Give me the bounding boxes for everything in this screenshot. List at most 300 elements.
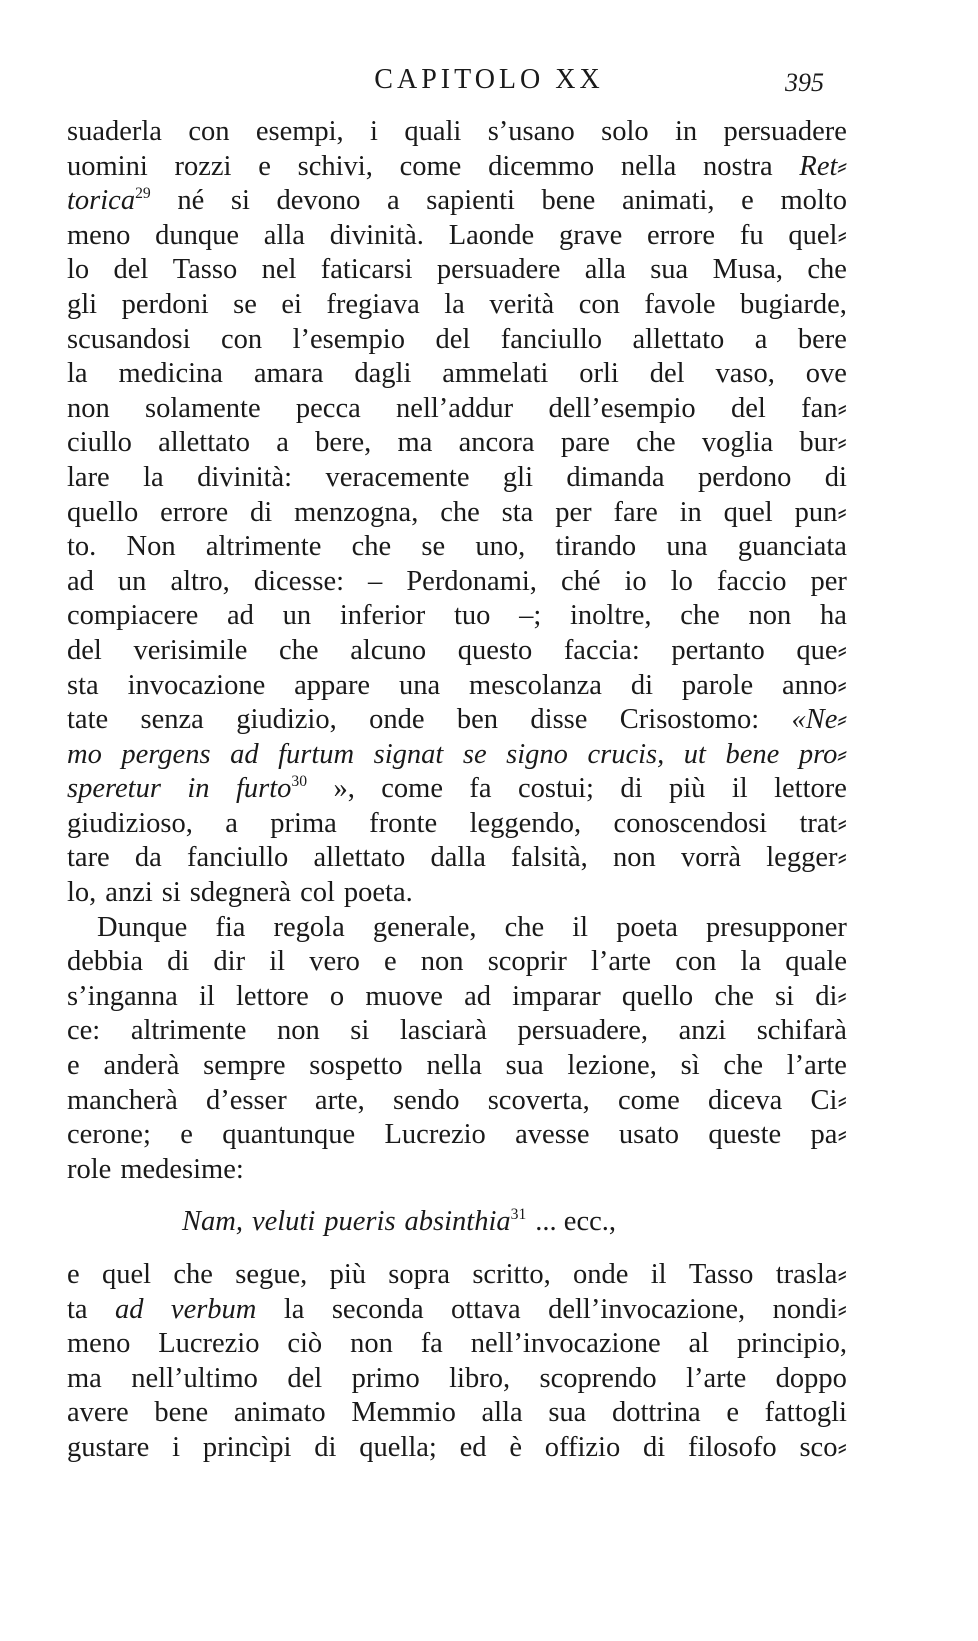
- word: la: [283, 1293, 305, 1325]
- word: meno: [67, 1328, 131, 1360]
- word: scusandosi: [67, 323, 191, 355]
- word: faccio: [716, 565, 787, 597]
- word: perdono: [697, 461, 792, 493]
- word: principio,: [736, 1328, 847, 1360]
- text-line: [67, 1118, 847, 1153]
- word: speretur: [67, 773, 161, 805]
- word: leggendo,: [469, 807, 582, 839]
- word: la: [143, 461, 164, 493]
- word: imparar: [512, 980, 601, 1012]
- word: tare: [67, 842, 110, 874]
- word: Nam,: [182, 1206, 243, 1238]
- word: e: [384, 946, 397, 978]
- word: to.: [67, 531, 97, 563]
- word: nell’invocazione: [470, 1328, 661, 1360]
- text-line: [67, 738, 847, 773]
- word: ad: [230, 738, 259, 770]
- word: grave: [558, 219, 623, 251]
- word: o: [329, 980, 345, 1012]
- word: a: [754, 323, 768, 355]
- text-line: [67, 1084, 847, 1119]
- word: lo: [670, 565, 693, 597]
- word: allettato: [632, 323, 725, 355]
- text-line: [67, 980, 847, 1015]
- word: ut: [683, 738, 706, 770]
- word: che: [714, 980, 754, 1012]
- word: l’arte: [786, 1050, 847, 1082]
- text-line: [67, 599, 847, 634]
- word-with-note: [67, 184, 151, 219]
- word: di: [620, 773, 643, 805]
- word: non: [350, 1328, 393, 1360]
- word: Lucrezio: [158, 1328, 260, 1360]
- word: io: [624, 565, 647, 597]
- word: in: [679, 496, 702, 528]
- word: esempi,: [255, 116, 344, 147]
- word: seconda: [331, 1293, 424, 1325]
- text-line: [67, 1327, 847, 1362]
- word: ad: [464, 980, 491, 1012]
- text-line: [67, 426, 847, 461]
- text-line: [67, 219, 847, 254]
- text-line: [67, 669, 847, 704]
- word: prima: [270, 807, 337, 839]
- word: pergens: [121, 738, 211, 770]
- word: rozzi: [174, 150, 232, 182]
- body-text: [67, 115, 847, 1466]
- word-with-note: [236, 772, 307, 807]
- word: «Ne⸗: [791, 704, 847, 736]
- word: a: [387, 185, 400, 217]
- word: nella: [426, 1050, 482, 1082]
- word: Ret⸗: [799, 150, 847, 182]
- word: anno⸗: [782, 669, 847, 701]
- text-line: [67, 703, 847, 738]
- word: segue,: [235, 1259, 308, 1290]
- word: ad: [115, 1293, 144, 1325]
- word: poeta.: [343, 877, 413, 909]
- word: col: [300, 877, 335, 909]
- word: verbum: [170, 1293, 257, 1325]
- word: se: [462, 738, 487, 770]
- word: Dunque: [97, 911, 188, 943]
- word: non: [420, 946, 464, 978]
- word: pueris: [324, 1206, 396, 1238]
- word: lettore: [235, 980, 309, 1012]
- word: a: [225, 807, 238, 839]
- word: che: [504, 911, 545, 943]
- word: errore: [647, 219, 716, 251]
- word: invocazione: [127, 669, 266, 701]
- word: sì: [680, 1050, 700, 1082]
- word: compiacere: [67, 600, 199, 632]
- word: uno,: [475, 531, 526, 563]
- word: quantunque: [222, 1119, 356, 1151]
- word: sapienti: [426, 185, 515, 217]
- word: di⸗: [815, 980, 847, 1012]
- word: di: [167, 946, 190, 978]
- word: signo: [506, 738, 568, 770]
- word: dottrina: [612, 1397, 701, 1429]
- text-line: [67, 1014, 847, 1049]
- footnote-ref: 31: [510, 1206, 527, 1224]
- word: per: [810, 565, 847, 597]
- word: Tasso: [688, 1259, 754, 1290]
- word: ma: [397, 427, 433, 459]
- text-line: [67, 1049, 847, 1084]
- word: que⸗: [796, 634, 847, 666]
- word: cerone;: [67, 1119, 151, 1151]
- text-line: [67, 634, 847, 669]
- word: Memmio: [351, 1397, 456, 1429]
- word: medicina: [118, 358, 223, 390]
- word: che: [173, 1259, 213, 1290]
- word: animato: [233, 1397, 326, 1429]
- word: non: [67, 392, 110, 424]
- word: mo: [67, 738, 102, 770]
- word: appare: [294, 669, 371, 701]
- word: tirando: [555, 531, 637, 563]
- word: con: [675, 946, 717, 978]
- word: dicesse:: [253, 565, 345, 597]
- word: role: [67, 1153, 112, 1185]
- word: al: [688, 1328, 710, 1360]
- word: del: [435, 323, 471, 355]
- word: divinità.: [329, 219, 424, 251]
- word: nella: [620, 150, 677, 182]
- word: alla: [584, 254, 626, 286]
- word: trat⸗: [799, 807, 847, 839]
- word: regola: [273, 911, 345, 943]
- word: alcuno: [350, 634, 427, 666]
- word: scoprir: [487, 946, 567, 978]
- word: il: [650, 1259, 667, 1290]
- text-line: [67, 1431, 847, 1466]
- word: di: [250, 496, 273, 528]
- word: del: [113, 254, 149, 286]
- word: debbia: [67, 946, 143, 978]
- text-line: [67, 150, 847, 185]
- word: alla: [481, 1397, 523, 1429]
- word: un: [117, 565, 147, 597]
- text-line: [67, 807, 847, 842]
- word: d’esser: [205, 1084, 287, 1116]
- word: giudizio,: [236, 704, 337, 736]
- word: ha: [819, 600, 847, 632]
- word: persuadere,: [517, 1015, 649, 1047]
- word: filosofo: [687, 1431, 777, 1463]
- word: un: [282, 600, 312, 632]
- word: Tasso: [172, 254, 238, 286]
- word: lettore: [774, 773, 847, 805]
- word: dalla: [430, 842, 486, 874]
- word: nondi⸗: [772, 1293, 847, 1325]
- word: devono: [276, 185, 361, 217]
- word: avesse: [515, 1119, 590, 1151]
- word: schifarà: [756, 1015, 847, 1047]
- word: ottava: [451, 1293, 521, 1325]
- word: a: [276, 427, 289, 459]
- word: Perdonami,: [406, 565, 537, 597]
- word: ce:: [67, 1015, 101, 1047]
- word: conoscendosi: [613, 807, 768, 839]
- word: fanciullo: [500, 323, 603, 355]
- word: ma: [67, 1362, 102, 1394]
- word: la: [444, 288, 465, 320]
- word: non: [748, 600, 792, 632]
- word: queste: [708, 1119, 782, 1151]
- word: con: [188, 116, 230, 147]
- word: sua: [650, 254, 689, 286]
- word: allettato: [313, 842, 406, 874]
- word: nel: [261, 254, 297, 286]
- word: ancora: [458, 427, 535, 459]
- word: vorrà: [680, 842, 742, 874]
- word: di: [824, 461, 847, 493]
- word: Lucrezio: [384, 1119, 486, 1151]
- word: che: [440, 496, 480, 528]
- text-line: [67, 288, 847, 323]
- word: nell’addur: [396, 392, 514, 424]
- word: menzogna,: [294, 496, 419, 528]
- word: in: [187, 773, 210, 805]
- word: fronte: [369, 807, 438, 839]
- word: ammelati: [442, 358, 549, 390]
- text-line: [67, 184, 847, 219]
- word: dicemmo: [488, 150, 595, 182]
- word: altrimente: [205, 531, 322, 563]
- word: veluti: [251, 1206, 316, 1238]
- word: dell’invocazione,: [548, 1293, 746, 1325]
- word: altrimente: [130, 1015, 247, 1047]
- word: animati,: [621, 185, 715, 217]
- word: del: [730, 392, 766, 424]
- word: ciullo: [67, 427, 132, 459]
- word: »,: [333, 773, 355, 805]
- word: s’usano: [487, 116, 575, 147]
- word: voglia: [701, 427, 774, 459]
- word: quali: [404, 116, 462, 147]
- word: sempre: [203, 1050, 286, 1082]
- word: di: [643, 1431, 666, 1463]
- word: princìpi: [202, 1431, 292, 1463]
- word: bene: [154, 1397, 209, 1429]
- word: schivi,: [297, 150, 373, 182]
- word: del: [67, 634, 102, 666]
- word: e: [741, 185, 754, 217]
- word: il: [731, 773, 748, 805]
- word: quello: [67, 496, 139, 528]
- word: gli: [67, 288, 98, 320]
- text-line: [67, 392, 847, 427]
- word: offizio: [544, 1431, 621, 1463]
- word: uomini: [67, 150, 148, 182]
- text-line: [67, 876, 847, 911]
- word: inferior: [339, 600, 426, 632]
- word: scoverta,: [487, 1084, 590, 1116]
- word: trasla⸗: [775, 1259, 847, 1290]
- chapter-title: CAPITOLO XX: [374, 64, 604, 95]
- word: si: [350, 1015, 370, 1047]
- word: ei: [281, 288, 302, 320]
- word: il: [269, 946, 286, 978]
- word: che: [351, 531, 392, 563]
- word: come: [381, 773, 443, 805]
- word: dell’esempio: [548, 392, 696, 424]
- word: fa: [469, 773, 492, 805]
- word: gli: [502, 461, 533, 493]
- text-line: [67, 530, 847, 565]
- word: l’arte: [686, 1362, 747, 1394]
- word: lare: [67, 461, 110, 493]
- word: dunque: [155, 219, 240, 251]
- word: bene: [541, 185, 596, 217]
- word: Musa,: [712, 254, 784, 286]
- word: bur⸗: [799, 427, 847, 459]
- word: Ci⸗: [810, 1084, 847, 1116]
- word: –;: [519, 600, 542, 632]
- word: senza: [140, 704, 204, 736]
- word: sopra: [388, 1259, 451, 1290]
- running-head: [0, 58, 978, 102]
- word: bugiarde,: [740, 288, 847, 320]
- word: del: [287, 1362, 323, 1394]
- word: ... ecc.,: [535, 1206, 616, 1238]
- footnote-ref: 30: [291, 773, 308, 791]
- word: pecca: [295, 392, 361, 424]
- word: dimanda: [566, 461, 665, 493]
- word: fu: [739, 219, 764, 251]
- word: doppo: [775, 1362, 847, 1394]
- word: che: [636, 427, 676, 459]
- text-line: [67, 1205, 847, 1240]
- word: una: [398, 669, 441, 701]
- text-line: [67, 253, 847, 288]
- word: bere,: [315, 427, 372, 459]
- word: la: [740, 946, 762, 978]
- word: onde: [573, 1259, 629, 1290]
- word: pro⸗: [798, 738, 847, 770]
- word: più: [668, 773, 706, 805]
- word: presupponer: [706, 911, 847, 943]
- word: meno: [67, 219, 131, 251]
- word: né: [177, 185, 205, 217]
- word: con: [220, 323, 263, 355]
- word: ta: [67, 1293, 88, 1325]
- text-line: [67, 1396, 847, 1431]
- word: Laonde: [448, 219, 535, 251]
- word: e: [67, 1259, 80, 1290]
- word: bere: [797, 323, 847, 355]
- word: faticarsi: [320, 254, 413, 286]
- word: giudizioso,: [67, 807, 193, 839]
- word: fia: [215, 911, 246, 943]
- word: pare: [560, 427, 610, 459]
- word: verisimile: [133, 634, 248, 666]
- word: fattogli: [764, 1397, 847, 1429]
- text-line: [67, 1258, 847, 1293]
- word: fregiava: [326, 288, 420, 320]
- word: lo: [67, 254, 90, 286]
- text-line: [67, 496, 847, 531]
- word: –: [368, 565, 383, 597]
- word: ben: [456, 704, 499, 736]
- word: sua: [548, 1397, 587, 1429]
- word: scritto,: [472, 1259, 551, 1290]
- word: suaderla: [67, 116, 162, 147]
- word: guanciata: [737, 531, 847, 563]
- word: quel: [723, 496, 773, 528]
- word: quale: [785, 946, 847, 978]
- word: falsità,: [511, 842, 588, 874]
- word: absinthia: [404, 1206, 511, 1238]
- word: come: [399, 150, 462, 182]
- word: orli: [579, 358, 619, 390]
- word: più: [329, 1259, 366, 1290]
- word: avere: [67, 1397, 129, 1429]
- word: solo: [601, 116, 649, 147]
- text-line: [67, 772, 847, 807]
- word: mescolanza: [469, 669, 602, 701]
- word: sospetto: [309, 1050, 403, 1082]
- word: lo,: [67, 877, 97, 909]
- word: quel⸗: [788, 219, 847, 251]
- word: la: [67, 358, 88, 390]
- word: del: [649, 358, 685, 390]
- word: sdegnerà: [189, 877, 292, 909]
- word: di: [630, 669, 654, 701]
- word: amara: [253, 358, 324, 390]
- word: furto: [235, 773, 292, 805]
- text-line: [67, 115, 847, 150]
- word: e: [258, 150, 271, 182]
- word: fanciullo: [187, 842, 289, 874]
- word: quel: [101, 1259, 152, 1290]
- word: divinità:: [197, 461, 293, 493]
- word: sta: [67, 669, 99, 701]
- word: in: [675, 116, 698, 147]
- word: s’inganna: [67, 980, 178, 1012]
- word: che: [680, 600, 720, 632]
- word: ad: [227, 600, 254, 632]
- word: questo: [457, 634, 533, 666]
- word: molto: [780, 185, 847, 217]
- word: e: [180, 1119, 193, 1151]
- text-line: [67, 1293, 847, 1328]
- word: furtum: [278, 738, 355, 770]
- word: generale,: [372, 911, 477, 943]
- word: una: [666, 531, 708, 563]
- word: crucis,: [587, 738, 665, 770]
- word: si: [230, 185, 250, 217]
- word: diceva: [707, 1084, 783, 1116]
- word: sua: [505, 1050, 544, 1082]
- word: il: [572, 911, 589, 943]
- word: verità: [489, 288, 555, 320]
- word: pun⸗: [794, 496, 847, 528]
- word: disse: [530, 704, 588, 736]
- word: fan⸗: [801, 392, 847, 424]
- word: da: [134, 842, 162, 874]
- word: nell’ultimo: [131, 1362, 258, 1394]
- word: e: [726, 1397, 739, 1429]
- word: l’esempio: [292, 323, 405, 355]
- word: ed: [459, 1431, 487, 1463]
- word: inoltre,: [570, 600, 652, 632]
- word: che: [723, 1050, 763, 1082]
- word: dir: [213, 946, 246, 978]
- page-number: 395: [785, 68, 824, 97]
